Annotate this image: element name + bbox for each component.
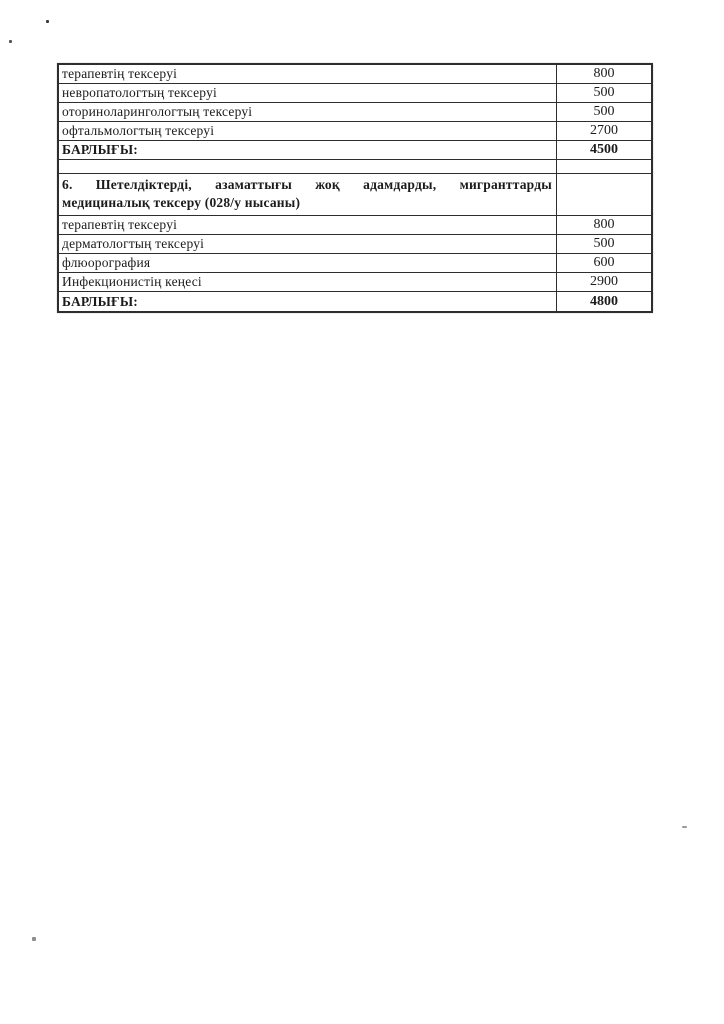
service-name-cell: дерматологтың тексеруі — [59, 235, 557, 253]
price-cell: 800 — [593, 66, 615, 81]
total-row — [59, 292, 651, 311]
section-title-cell — [59, 174, 557, 215]
service-name-cell — [59, 160, 557, 173]
price-table — [57, 63, 653, 313]
table-row — [59, 235, 651, 254]
section-title-line1: 6. Шетелдіктерді, азаматтығы жоқ адамдарды, мигранттарды — [62, 177, 552, 192]
table-row — [59, 84, 651, 103]
total-price-cell: 4500 — [590, 142, 618, 157]
price-cell: 2900 — [590, 274, 618, 289]
table-row — [59, 254, 651, 273]
price-cell: 500 — [593, 236, 615, 251]
total-price-cell: 4800 — [590, 293, 618, 309]
scan-speck — [9, 40, 12, 43]
service-name-cell: терапевтің тексеруі — [59, 65, 557, 83]
table-row — [59, 65, 651, 84]
table-row — [59, 273, 651, 292]
price-cell: 600 — [593, 255, 615, 270]
service-name-cell: офтальмологтың тексеруі — [59, 122, 557, 140]
service-name-cell: Инфекционистің кеңесі — [59, 273, 557, 291]
service-name-cell: невропатологтың тексеруі — [59, 84, 557, 102]
scan-speck — [46, 20, 49, 23]
service-name-cell: флюорография — [59, 254, 557, 272]
scan-speck — [32, 937, 36, 941]
table-row — [59, 216, 651, 235]
table-row — [59, 122, 651, 141]
price-cell: 2700 — [590, 123, 618, 138]
section-number: 6. — [62, 177, 73, 192]
price-cell — [557, 160, 651, 173]
price-cell: 800 — [593, 217, 615, 232]
price-cell: 500 — [593, 104, 615, 119]
service-name-cell: оториноларингологтың тексеруі — [59, 103, 557, 121]
price-cell — [557, 174, 651, 215]
empty-row — [59, 160, 651, 174]
total-row — [59, 141, 651, 160]
price-cell: 500 — [593, 85, 615, 100]
total-label-cell: БАРЛЫҒЫ: — [59, 292, 557, 311]
section-title-line2: медициналық тексеру (028/у нысаны) — [62, 195, 301, 210]
scan-speck — [682, 826, 687, 828]
service-name-cell: терапевтің тексеруі — [59, 216, 557, 234]
table-row — [59, 103, 651, 122]
section-header-row — [59, 174, 651, 216]
total-label-cell: БАРЛЫҒЫ: — [59, 141, 557, 159]
